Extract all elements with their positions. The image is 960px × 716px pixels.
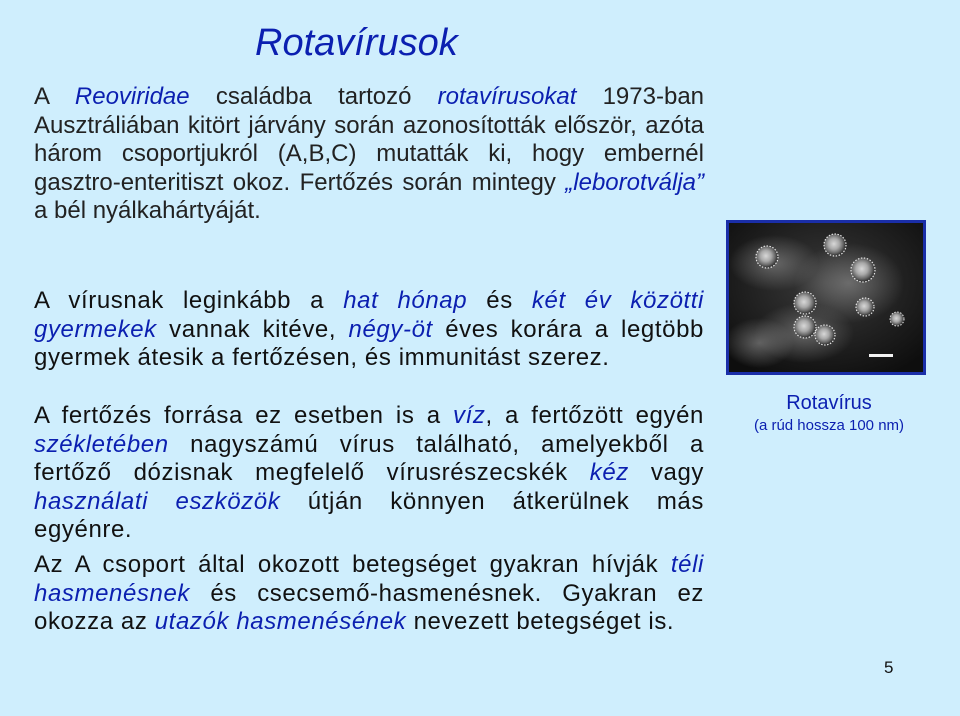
body-text: A: [34, 83, 75, 110]
paragraph-classification: [34, 83, 704, 226]
emphasized-term: téli hasmenésnek: [34, 551, 704, 607]
emphasized-term: víz: [452, 402, 486, 429]
emphasized-term: „leborotválja”: [565, 168, 704, 196]
body-text: , a fertőzött egyén: [485, 402, 704, 429]
emphasized-term: hat hónap: [343, 287, 468, 314]
body-text: A vírusnak leginkább a: [34, 287, 344, 314]
body-text: Az A csoport által okozott betegséget gyakran hívják: [34, 551, 671, 578]
emphasized-term: négy-öt: [348, 315, 433, 343]
paragraph-infection-source: [34, 402, 704, 545]
figure-caption: [726, 392, 932, 434]
caption-title: Rotavírus: [786, 392, 872, 414]
rotavirus-micrograph: [726, 220, 926, 375]
paragraph-disease-names: [34, 551, 704, 637]
body-text: 1973-ban Ausztráliában kitört járvány során azonosították először, azóta három csoportjukról (A,B,C) mutatták ki, hogy embernél gasztro-enteritiszt okoz. Fertőzés során mintegy: [34, 83, 705, 196]
body-text: vagy: [628, 459, 704, 486]
emphasized-term: használati eszközök: [34, 487, 281, 515]
emphasized-term: két év közötti gyermekek: [34, 287, 704, 343]
emphasized-term: Reoviridae: [74, 83, 190, 110]
body-text: A fertőzés forrása ez esetben is a: [34, 402, 453, 429]
page-number: 5: [884, 658, 894, 677]
body-text: vannak kitéve,: [156, 315, 349, 343]
body-text: és: [467, 287, 532, 314]
body-text: nagyszámú vírus található, amelyekből a fertőző dózisnak megfelelő vírusrészecskék: [34, 430, 704, 486]
paragraph-age-groups: [34, 287, 704, 373]
caption-scale-note: (a rúd hossza 100 nm): [753, 417, 905, 434]
body-text: útján könnyen átkerülnek más egyénre.: [34, 487, 704, 543]
body-text: családba tartozó: [189, 83, 438, 110]
emphasized-term: kéz: [589, 459, 629, 486]
body-text: a bél nyálkahártyáját.: [34, 197, 261, 224]
emphasized-term: utazók hasmenésének: [154, 608, 407, 635]
emphasized-term: rotavírusokat: [437, 83, 577, 110]
page-title: Rotavírusok: [255, 22, 458, 64]
scale-bar: [869, 354, 893, 357]
body-text: éves korára a legtöbb gyermek átesik a fertőzésen, és immunitást szerez.: [34, 315, 704, 371]
body-text: nevezett betegséget is.: [406, 608, 675, 635]
body-text: és csecsemő-hasmenésnek. Gyakran ez okozza az: [34, 579, 704, 635]
emphasized-term: székletében: [34, 430, 169, 458]
micrograph-image: [729, 223, 923, 372]
